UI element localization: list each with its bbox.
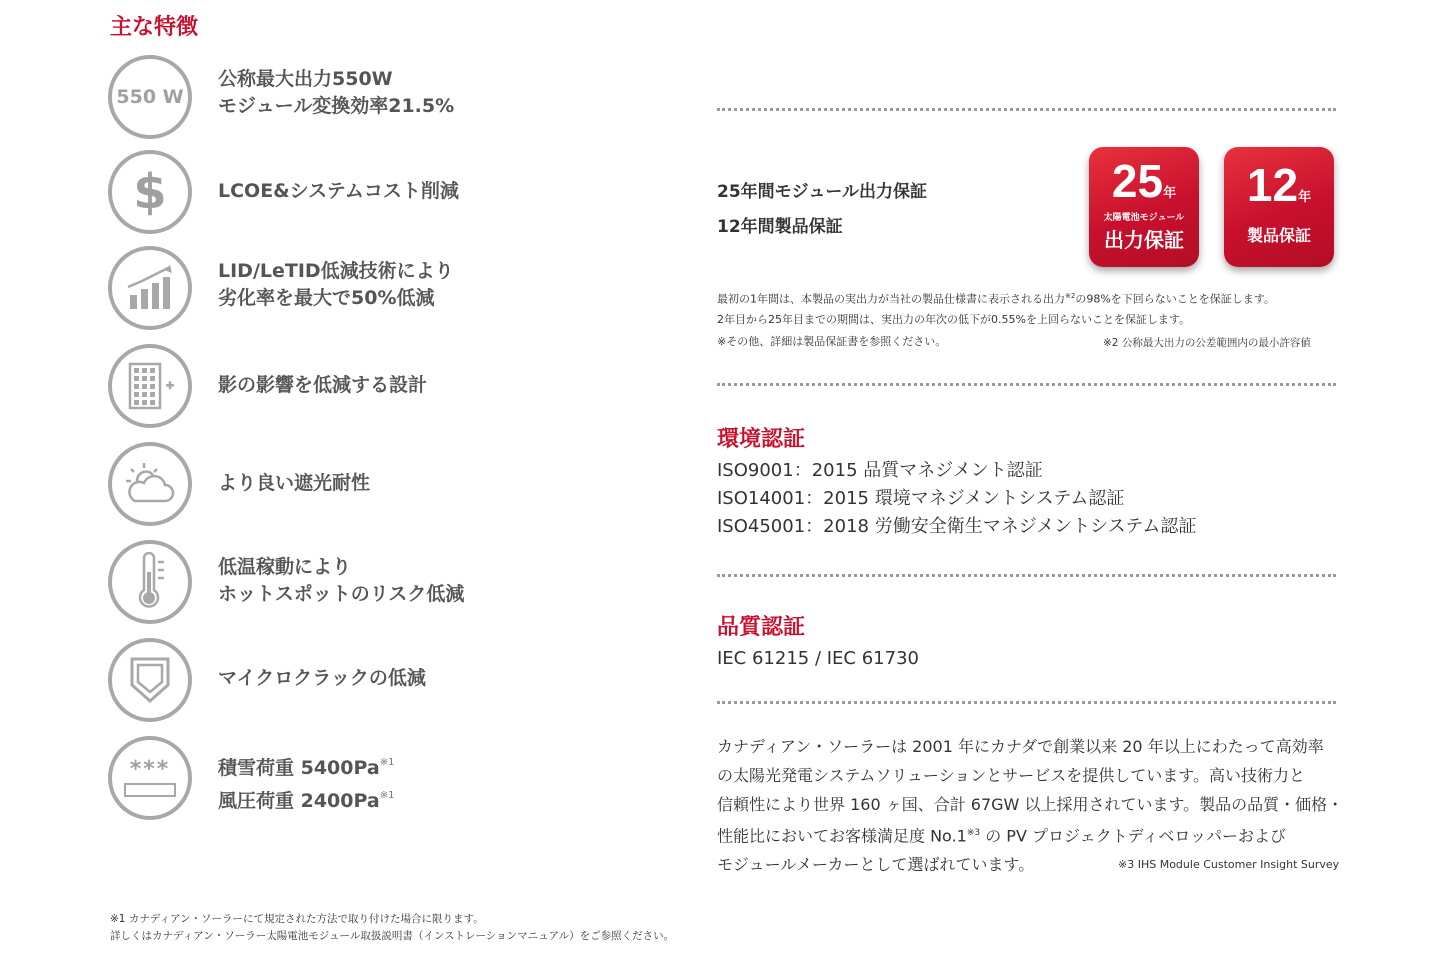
warranty-note4: ※2 公称最大出力の公差範囲内の最小許容値 (1103, 337, 1311, 349)
feature-lid-line1: LID/LeTID低減技術により (218, 260, 454, 282)
feature-temp-line2: ホットスポットのリスク低減 (218, 583, 465, 605)
environment-item: ISO9001：2015 品質マネジメント認証 (717, 460, 1043, 481)
warranty-badge-12 (1224, 147, 1334, 267)
feature-output (218, 66, 454, 120)
dollar-icon-glyph: $ (133, 164, 167, 220)
feature-load (218, 749, 394, 815)
feature-microcrack (218, 665, 426, 692)
feature-microcrack-line1: マイクロクラックの低減 (218, 667, 426, 689)
snow-load-icon (108, 736, 192, 820)
feature-shading-line1: より良い遮光耐性 (218, 472, 371, 494)
snow-load-icon-stars: *** (129, 757, 171, 782)
feature-shading (218, 470, 370, 497)
company-line5: モジュールメーカーとして選ばれています。 (717, 855, 1035, 875)
badge-25-unit: 年 (1163, 186, 1177, 201)
company-footnote: ※3 IHS Module Customer Insight Survey (1118, 858, 1340, 871)
rising-chart-icon (108, 246, 192, 330)
badge-25-label: 出力保証 (1104, 228, 1184, 252)
feature-load-line1: 積雪荷重 5400Pa$^{※1}$ (218, 757, 395, 779)
dollar-icon (108, 150, 192, 234)
feature-lid-line2: 劣化率を最大で50%低減 (218, 287, 435, 309)
feature-load-line2: 風圧荷重 2400Pa$^{※1}$ (218, 790, 395, 812)
company-line3: 信頼性により世界 160 ヶ国、合計 67GW 以上採用されています。製品の品質・価格・ (717, 795, 1344, 814)
company-line4: 性能比においてお客様満足度 No.1$^{※3}$ の PV プロジェクトディベロッパーおよび (717, 826, 1287, 846)
warranty-line2: 12年間製品保証 (717, 217, 843, 237)
divider (717, 108, 1336, 111)
shield-icon (108, 638, 192, 722)
badge-25-sub: 太陽電池モジュール (1103, 213, 1185, 223)
feature-temp (218, 554, 464, 608)
solar-panel-icon (108, 344, 192, 428)
power-550w-icon (108, 55, 192, 139)
divider (717, 383, 1336, 386)
sun-cloud-icon (108, 442, 192, 526)
quality-value: IEC 61215 / IEC 61730 (717, 648, 919, 669)
environment-title: 環境認証 (717, 427, 806, 452)
warranty-note2: 2年目から25年目までの期間は、実出力の年次の低下が0.55%を上回らないことを保証します。 (717, 313, 1191, 326)
footnote-line2: 詳しくはカナディアン・ソーラー太陽電池モジュール取扱説明書（インストレーションマニュアル）をご参照ください。 (110, 930, 675, 942)
warranty-note1: 最初の1年間は、本製品の実出力が当社の製品仕様書に表示される出力$^{※2}$の98%を下回らないことを保証します。 (717, 292, 1275, 306)
company-line1: カナディアン・ソーラーは 2001 年にカナダで創業以来 20 年以上にわたって高効率 (717, 737, 1324, 756)
feature-output-line1: 公称最大出力550W (218, 68, 393, 90)
feature-output-line2: モジュール変換効率21.5% (218, 95, 455, 117)
feature-shade-line1: 影の影響を低減する設計 (218, 374, 428, 396)
company-line2: の太陽光発電システムソリューションとサービスを提供しています。高い技術力と (717, 766, 1306, 785)
warranty-badge-25 (1089, 147, 1199, 267)
footnote-line1: ※1 カナディアン・ソーラーにて規定された方法で取り付けた場合に限ります。 (110, 913, 484, 925)
environment-item: ISO45001：2018 労働安全衛生マネジメントシステム認証 (717, 516, 1197, 537)
warranty-line1: 25年間モジュール出力保証 (717, 182, 927, 202)
thermometer-icon (108, 540, 192, 624)
power-550w-icon-label: 550 W (116, 86, 184, 108)
badge-12-label: 製品保証 (1246, 226, 1311, 245)
feature-temp-line1: 低温稼動により (218, 556, 352, 578)
divider (717, 701, 1336, 704)
environment-list (717, 457, 1196, 541)
features-title: 主な特徴 (110, 15, 199, 40)
quality-title: 品質認証 (717, 615, 806, 640)
divider (717, 574, 1336, 577)
feature-lcoe-line1: LCOE&システムコスト削減 (218, 180, 459, 202)
badge-25-number: 25 (1111, 155, 1164, 207)
feature-lid (218, 258, 454, 312)
feature-shade (218, 372, 427, 399)
badge-12-number: 12 (1246, 159, 1299, 211)
badge-12-unit: 年 (1298, 190, 1312, 205)
warranty-note3: ※その他、詳細は製品保証書を参照ください。 (717, 335, 947, 348)
environment-item: ISO14001：2015 環境マネジメントシステム認証 (717, 488, 1125, 509)
footnote (110, 911, 674, 945)
feature-lcoe (218, 178, 459, 205)
